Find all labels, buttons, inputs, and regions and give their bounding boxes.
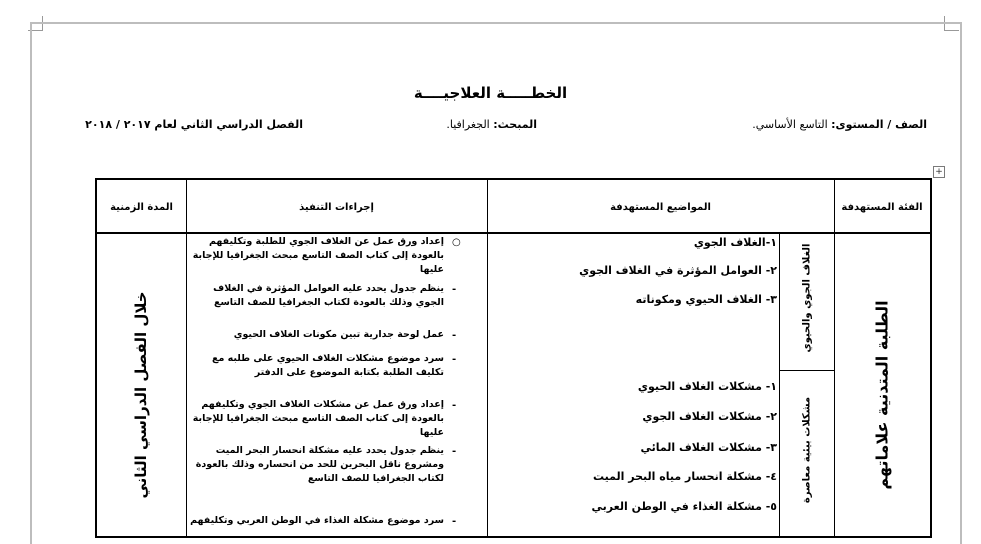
grade-value: التاسع الأساسي. xyxy=(752,118,828,131)
target-group-value: الطلبة المتدنية علاماتهم xyxy=(872,300,892,490)
procedure-item: ينظم جدول يحدد عليه العوامل المؤثرة في الغلاف الجوي وذلك بالعودة لكتاب الجغرافيا للصف التاسع xyxy=(213,283,444,308)
document-title: الخطـــــة العلاجيــــة xyxy=(413,84,568,102)
semester-info: الفصل الدراسي الثاني لعام ٢٠١٧ / ٢٠١٨ xyxy=(85,118,303,131)
subject-label: المبحث: xyxy=(493,118,537,131)
bullet-dash: - xyxy=(452,400,457,411)
unit-name: مشكلات بيئية معاصرة xyxy=(801,396,813,504)
remedial-plan-table xyxy=(95,178,932,538)
procedure-item: سرد موضوع مشكلات الغلاف الحيوي على طلبه مع تكليف الطلبة بكتابة الموضوع على الدفتر xyxy=(211,353,444,378)
procedure-item: إعداد ورق عمل عن مشكلات الغلاف الجوي وتكليفهم بالعودة إلى كتاب الصف التاسع مبحث الجغرافيا للإجابة عليها xyxy=(192,399,444,438)
header-procedures: إجراءات التنفيذ xyxy=(299,201,374,213)
bullet-circle: ○ xyxy=(452,237,461,248)
unit-name: الغلاف الجوي والحيوي xyxy=(801,243,813,353)
grade-info xyxy=(752,118,927,131)
unit-column-divider xyxy=(779,234,780,536)
header-duration: المدة الزمنية xyxy=(110,201,173,213)
subject-value: الجغرافيا. xyxy=(446,118,490,131)
topic-item: ١- مشكلات الغلاف الحيوي xyxy=(637,380,777,393)
bullet-dash: - xyxy=(452,284,457,295)
topic-item: ٣- الغلاف الحيوي ومكوناته xyxy=(635,293,777,306)
bullet-dash: - xyxy=(452,516,457,527)
topic-item: ٢- مشكلات الغلاف الجوي xyxy=(642,410,777,423)
procedure-item: سرد موضوع مشكلة الغذاء في الوطن العربي وتكليفهم xyxy=(190,515,444,526)
grade-label: الصف / المستوى: xyxy=(831,118,927,131)
unit-row-divider xyxy=(779,370,834,371)
topic-item: ١-الغلاف الجوي xyxy=(693,236,777,249)
header-topics: المواضيع المستهدفة xyxy=(610,201,711,213)
topic-item: ٢- العوامل المؤثرة في الغلاف الجوي xyxy=(579,264,777,277)
table-move-handle-icon[interactable]: + xyxy=(933,166,945,178)
procedure-item: إعداد ورق عمل عن الغلاف الجوي للطلبة وتكليفهم بالعودة إلى كتاب الصف التاسع مبحث الجغرافيا للإجابة عليها xyxy=(192,236,444,275)
bullet-dash: - xyxy=(452,446,457,457)
topic-item: ٣- مشكلات الغلاف المائي xyxy=(640,441,777,454)
topic-item: ٥- مشكلة الغذاء في الوطن العربي xyxy=(591,500,777,513)
header-target-group: الفئة المستهدفة xyxy=(841,201,923,213)
bullet-dash: - xyxy=(452,354,457,365)
procedure-item: ينظم جدول يحدد عليه مشكلة انحسار البحر الميت ومشروع ناقل البحرين للحد من انحساره وذلك بالعودة لكتاب الجغرافيا للصف التاسع xyxy=(195,445,444,484)
subject-info xyxy=(446,118,537,131)
topic-item: ٤- مشكلة انحسار مياه البحر الميت xyxy=(593,470,777,483)
duration-value: خلال الفصل الدراسي الثاني xyxy=(132,291,150,499)
procedure-item: عمل لوحة جدارية تبين مكونات الغلاف الحيوي xyxy=(233,329,444,340)
bullet-dash: - xyxy=(452,330,457,341)
